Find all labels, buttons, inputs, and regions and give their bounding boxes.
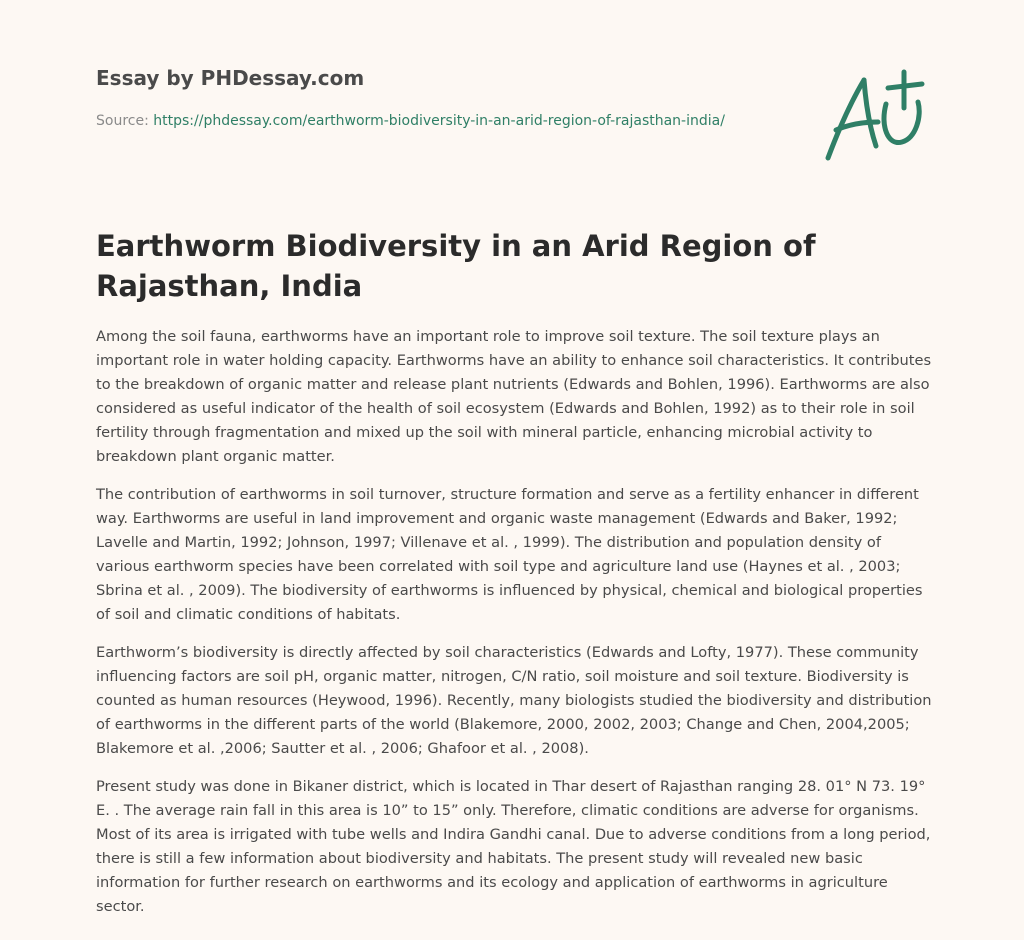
- source-link[interactable]: https://phdessay.com/earthworm-biodiversity-in-an-arid-region-of-rajasthan-india/: [153, 113, 725, 129]
- source-label: Source:: [96, 113, 154, 129]
- paragraph: Present study was done in Bikaner district, which is located in Thar desert of Rajasthan ranging 28. 01° N 73. 19° E. . The average rain fall in this area is 10” to 15” only. Therefore, climatic conditions are adverse for organisms. Most of its area is irrigated with tube wells and Indira Gandhi canal. Due to adverse conditions from a long period, there is still a few information about biodiversity and habitats. The present study will revealed new basic information for further research on earthworms and its ecology and application of earthworms in agriculture sector.: [96, 778, 931, 915]
- essay-title: Earthworm Biodiversity in an Arid Region of Rajasthan, India: [96, 229, 816, 303]
- a-plus-grade-icon: [818, 66, 930, 166]
- paragraph: Earthworm’s biodiversity is directly affected by soil characteristics (Edwards and Lofty, 1977). These community influencing factors are soil pH, organic matter, nitrogen, C/N ratio, soil moisture and soil texture. Biodiversity is counted as human resources (Heywood, 1996). Recently, many biologists studied the biodiversity and distribution of earthworms in the different parts of the world (Blakemore, 2000, 2002, 2003; Change and Chen, 2004,2005; Blakemore et al. ,2006; Sautter et al. , 2006; Ghafoor et al. , 2008).: [96, 644, 932, 757]
- paragraph: The contribution of earthworms in soil turnover, structure formation and serve as a fertility enhancer in different way. Earthworms are useful in land improvement and organic waste management (Edwards and Baker, 1992; Lavelle and Martin, 1992; Johnson, 1997; Villenave et al. , 1999). The distribution and population density of various earthworm species have been correlated with soil type and agriculture land use (Haynes et al. , 2003; Sbrina et al. , 2009). The biodiversity of earthworms is influenced by physical, chemical and biological properties of soil and climatic conditions of habitats.: [96, 486, 923, 623]
- source-line: [96, 110, 756, 133]
- essay-body: [96, 325, 932, 933]
- brand-name: Essay by PHDessay.com: [96, 66, 365, 90]
- page-header: [96, 66, 776, 133]
- paragraph: Among the soil fauna, earthworms have an important role to improve soil texture. The soil texture plays an important role in water holding capacity. Earthworms have an ability to enhance soil characteristics. It contributes to the breakdown of organic matter and release plant nutrients (Edwards and Bohlen, 1996). Earthworms are also considered as useful indicator of the health of soil ecosystem (Edwards and Bohlen, 1992) as to their role in soil fertility through fragmentation and mixed up the soil with mineral particle, enhancing microbial activity to breakdown plant organic matter.: [96, 328, 932, 465]
